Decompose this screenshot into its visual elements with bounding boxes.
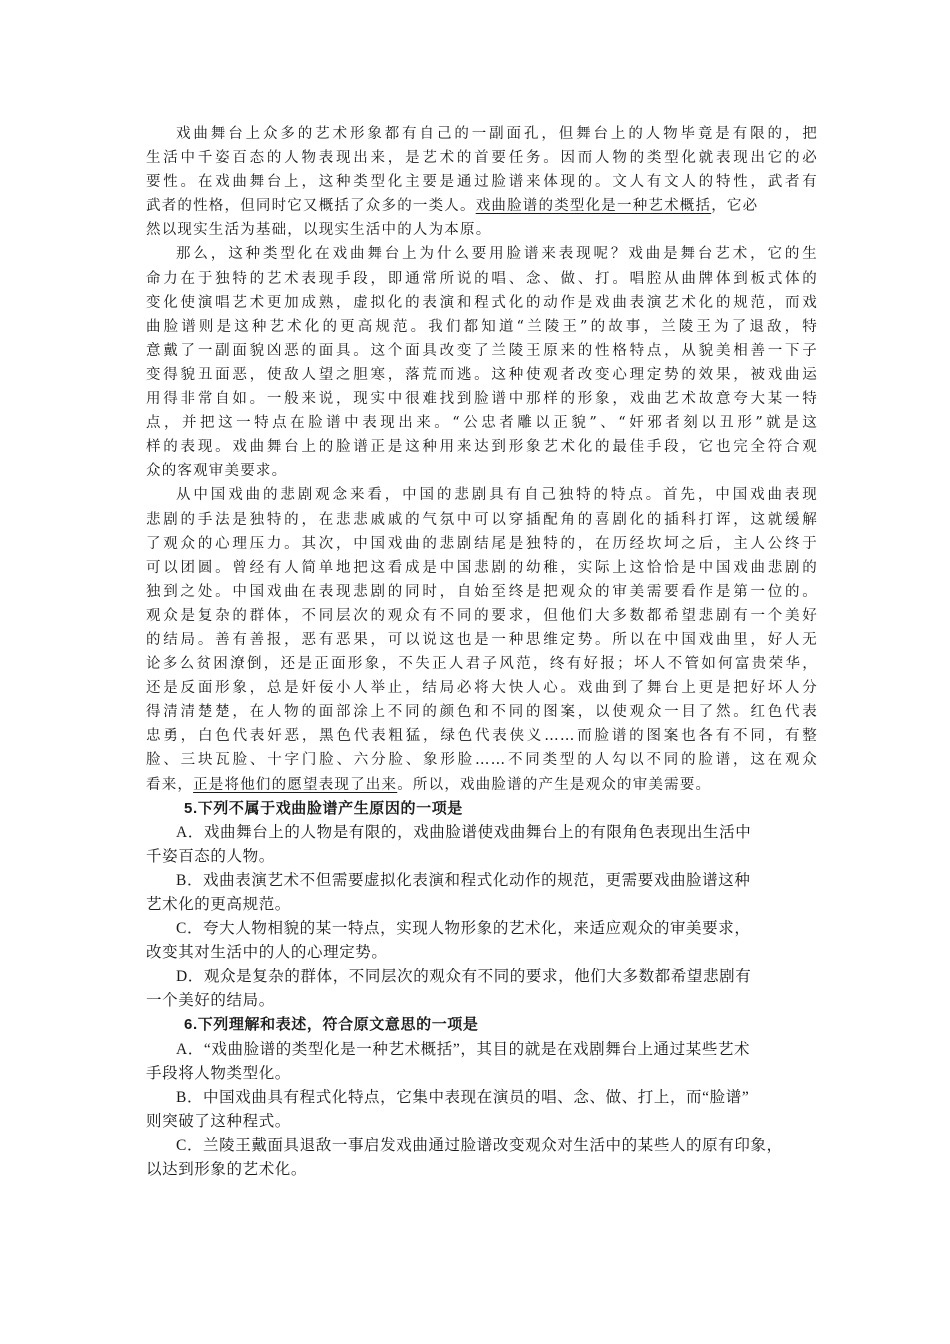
passage-line: 的结局。善有善报，恶有恶果，可以说这也是一种思维定势。所以在中国戏曲里，好人无 — [146, 631, 818, 648]
passage-line: 独到之处。中国戏曲在表现悲剧的同时，自始至终是把观众的审美需要看作是第一位的。 — [146, 583, 818, 600]
passage-line: 点，并把这一特点在脸谱中表现出来。“公忠者雕以正貌”、“奸邪者刻以丑形”就是这 — [146, 415, 818, 432]
passage-line: 脸、三块瓦脸、十字门脸、六分脸、象形脸……不同类型的人勾以不同的脸谱，这在观众 — [146, 752, 818, 769]
passage-line: 论多么贫困潦倒，还是正面形象，不失正人君子风范，终有好报；坏人不管如何富贵荣华， — [146, 656, 818, 673]
passage-text: ，它必 — [711, 198, 759, 215]
passage-line: 变化使演唱艺术更加成熟，虚拟化的表演和程式化的动作是戏曲表演艺术化的规范，而戏 — [146, 294, 818, 311]
question-5 — [146, 797, 818, 1014]
option-a: A．戏曲舞台上的人物是有限的，戏曲脸谱使戏曲舞台上的有限角色表现出生活中 — [176, 823, 752, 841]
question-title: 5.下列不属于戏曲脸谱产生原因的一项是 — [184, 799, 463, 817]
passage-line: 戏曲舞台上众多的艺术形象都有自己的一副面孔，但舞台上的人物毕竟是有限的，把 — [176, 126, 818, 142]
passage-line: 变得貌丑面恶，使敌人望之胆寒，落荒而逃。这种使观者改变心理定势的效果，被戏曲运 — [146, 366, 818, 383]
document-page — [146, 122, 818, 1182]
passage-line: 得清清楚楚，在人物的面部涂上不同的颜色和不同的图案，以使观众一目了然。红色代表 — [146, 704, 818, 721]
passage-line: 忠勇，白色代表奸恶，黑色代表粗猛，绿色代表侠义……而脸谱的图案也各有不同，有整 — [146, 728, 818, 745]
option-c: C．兰陵王戴面具退敌一事启发戏曲通过脸谱改变观众对生活中的某些人的原有印象， — [176, 1136, 783, 1154]
option-b-cont: 艺术化的更高规范。 — [146, 896, 291, 913]
option-a-cont: 手段将人物类型化。 — [146, 1064, 291, 1082]
option-c-cont: 改变其对生活中的人的心理定势。 — [146, 944, 388, 962]
passage-line: 命力在于独特的艺术表现手段，即通常所说的唱、念、做、打。唱腔从曲牌体到板式体的 — [146, 270, 818, 287]
passage-line: 从中国戏曲的悲剧观念来看，中国的悲剧具有自己独特的特点。首先，中国戏曲表现 — [176, 487, 818, 504]
option-c: C．夸大人物相貌的某一特点，实现人物形象的艺术化，来适应观众的审美要求， — [176, 920, 751, 938]
passage-line — [146, 773, 818, 797]
passage-line — [146, 194, 818, 218]
question-6 — [146, 1013, 818, 1182]
passage-text: 。所以，戏曲脸谱的产生是观众的审美需要。 — [397, 776, 712, 793]
option-d: D．观众是复杂的群体，不同层次的观众有不同的要求，他们大多数都希望悲剧有 — [176, 968, 752, 986]
option-a-cont: 千姿百态的人物。 — [146, 847, 275, 865]
passage-line: 可以团圆。曾经有人简单地把这看成是中国悲剧的幼稚，实际上这恰恰是中国戏曲悲剧的 — [146, 559, 818, 576]
option-c-cont: 以达到形象的艺术化。 — [146, 1161, 308, 1179]
passage-line: 还是反面形象，总是奸佞小人举止，结局必将大快人心。戏曲到了舞台上更是把好坏人分 — [146, 680, 818, 697]
option-d-cont: 一个美好的结局。 — [146, 992, 275, 1010]
option-b: B．中国戏曲具有程式化特点，它集中表现在演员的唱、念、做、打上，而“脸谱” — [176, 1088, 750, 1106]
option-b: B．戏曲表演艺术不但需要虚拟化表演和程式化动作的规范，更需要戏曲脸谱这种 — [176, 871, 751, 889]
option-a: A．“戏曲脸谱的类型化是一种艺术概括”，其目的就是在戏剧舞台上通过某些艺术 — [176, 1040, 751, 1058]
passage-line: 用得非常自如。一般来说，现实中很难找到脸谱中那样的形象，戏曲艺术故意夸大某一特 — [146, 391, 818, 408]
option-b-cont: 则突破了这种程式。 — [146, 1112, 291, 1130]
question-title: 6.下列理解和表述，符合原文意思的一项是 — [184, 1016, 479, 1034]
passage-line: 要性。在戏曲舞台上，这种类型化主要是通过脸谱来体现的。文人有文人的特性，武者有 — [146, 174, 818, 191]
passage-line: 然以现实生活为基础，以现实生活中的人为本原。 — [146, 222, 492, 239]
passage-line: 曲脸谱则是这种艺术化的更高规范。我们都知道“兰陵王”的故事，兰陵王为了退敌，特 — [146, 318, 818, 335]
passage-line: 了观众的心理压力。其次，中国戏曲的悲剧结尾是独特的，在历经坎坷之后，主人公终于 — [146, 535, 818, 552]
passage-text: 武者的性格，但同时它又概括了众多的一类人。 — [146, 198, 476, 215]
passage-text: 看来， — [146, 776, 194, 793]
passage-line: 众的客观审美要求。 — [146, 463, 288, 480]
underlined-phrase: 正是将他们的愿望表现了出来 — [193, 776, 398, 793]
passage-line: 生活中千姿百态的人物表现出来，是艺术的首要任务。因而人物的类型化就表现出它的必 — [146, 150, 818, 167]
passage-line: 样的表现。戏曲舞台上的脸谱正是这种用来达到形象艺术化的最佳手段，它也完全符合观 — [146, 439, 818, 456]
passage-line: 悲剧的手法是独特的，在悲悲戚戚的气氛中可以穿插配角的喜剧化的插科打诨，这就缓解 — [146, 511, 818, 528]
underlined-phrase: 戏曲脸谱的类型化是一种艺术概括 — [475, 198, 712, 215]
passage-line: 意戴了一副面貌凶恶的面具。这个面具改变了兰陵王原来的性格特点，从貌美相善一下子 — [146, 342, 818, 359]
reading-passage — [146, 122, 818, 797]
passage-line: 那么，这种类型化在戏曲舞台上为什么要用脸谱来表现呢？戏曲是舞台艺术，它的生 — [176, 246, 818, 263]
passage-line: 观众是复杂的群体，不同层次的观众有不同的要求，但他们大多数都希望悲剧有一个美好 — [146, 607, 818, 624]
